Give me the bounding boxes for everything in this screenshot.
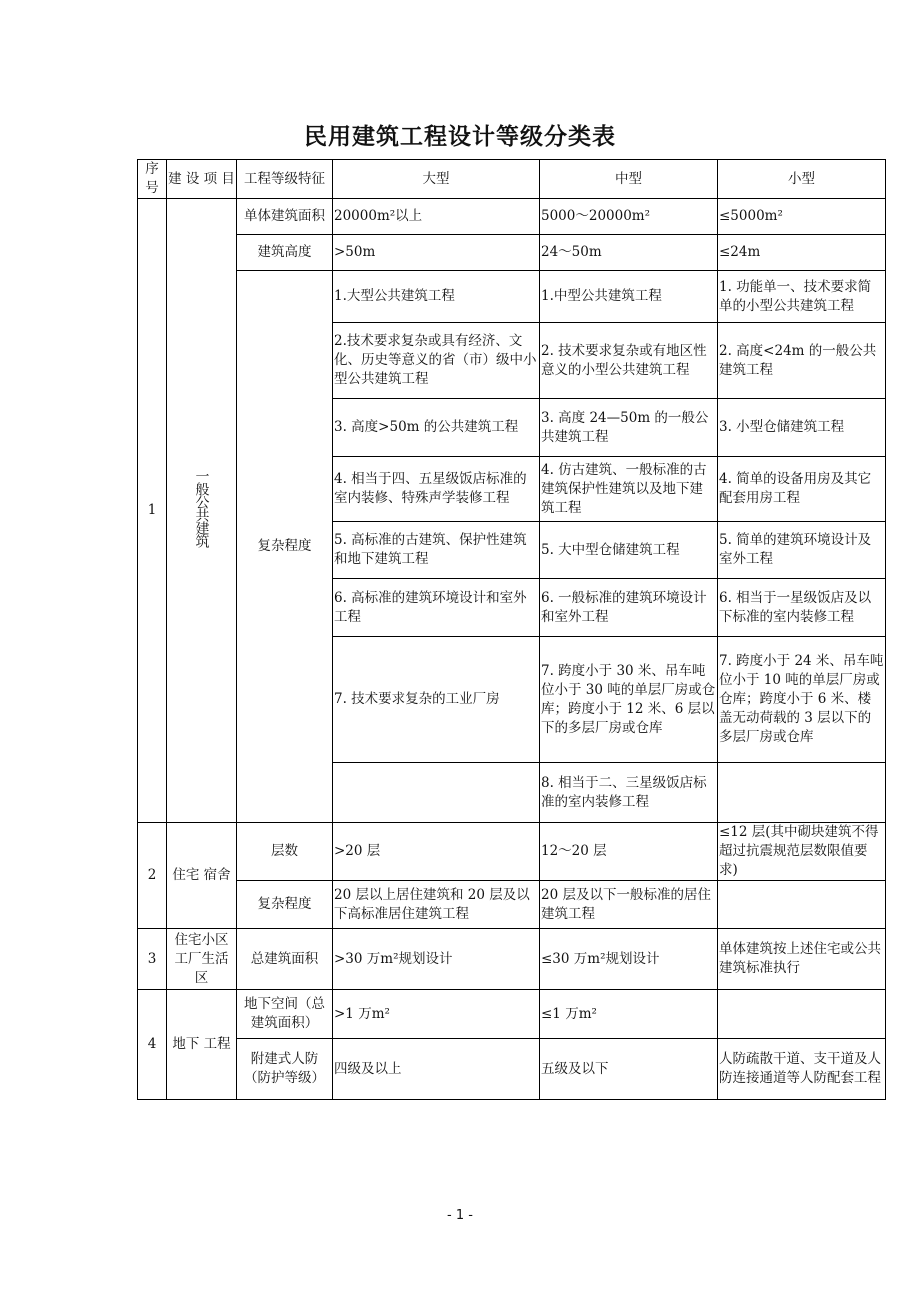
project-cell: 地下 工程 [167,990,237,1100]
row-no: 3 [138,929,167,990]
medium-cell: 2. 技术要求复杂或有地区性意义的小型公共建筑工程 [540,323,718,399]
large-cell: 四级及以上 [333,1039,540,1100]
large-cell: 6. 高标准的建筑环境设计和室外工程 [333,579,540,637]
small-cell: 4. 简单的设备用房及其它配套用房工程 [718,457,886,522]
medium-cell: 3. 高度 24—50m 的一般公共建筑工程 [540,399,718,457]
medium-cell: 6. 一般标准的建筑环境设计和室外工程 [540,579,718,637]
small-cell: 人防疏散干道、支干道及人防连接通道等人防配套工程 [718,1039,886,1100]
project-cell: 住宅小区工厂生活区 [167,929,237,990]
small-cell: 2. 高度<24m 的一般公共建筑工程 [718,323,886,399]
small-cell [718,990,886,1039]
medium-cell: 1.中型公共建筑工程 [540,271,718,323]
page-number: - 1 - [447,1208,473,1223]
medium-cell: 24～50m [540,235,718,271]
header-medium: 中型 [540,160,718,199]
medium-cell: 5. 大中型仓储建筑工程 [540,522,718,579]
medium-cell: 8. 相当于二、三星级饭店标准的室内装修工程 [540,763,718,823]
small-cell: ≤24m [718,235,886,271]
feature-cell: 总建筑面积 [237,929,333,990]
table-row [138,990,886,1039]
table-row [138,199,886,235]
classification-table [137,159,886,1100]
medium-cell: 20 层及以下一般标准的居住建筑工程 [540,881,718,929]
large-cell: 5. 高标准的古建筑、保护性建筑和地下建筑工程 [333,522,540,579]
feature-cell: 复杂程度 [237,881,333,929]
feature-cell: 建筑高度 [237,235,333,271]
small-cell: 1. 功能单一、技术要求简单的小型公共建筑工程 [718,271,886,323]
project-cell: 住宅 宿舍 [167,823,237,929]
table-row [138,235,886,271]
small-cell: 5. 简单的建筑环境设计及室外工程 [718,522,886,579]
large-cell: >20 层 [333,823,540,881]
page-title: 民用建筑工程设计等级分类表 [304,124,616,150]
table-row [138,271,886,323]
table-header-row [138,160,886,199]
feature-cell: 附建式人防（防护等级） [237,1039,333,1100]
medium-cell: ≤1 万m² [540,990,718,1039]
table-row [138,881,886,929]
small-cell: ≤12 层(其中砌块建筑不得超过抗震规范层数限值要求) [718,823,886,881]
table-row [138,929,886,990]
project-label: 一般公共建筑 [193,468,210,547]
header-project: 建 设 项 目 [167,160,237,199]
header-feature: 工程等级特征 [237,160,333,199]
feature-cell: 复杂程度 [237,271,333,823]
header-large: 大型 [333,160,540,199]
large-cell: 20000m²以上 [333,199,540,235]
medium-cell: 12～20 层 [540,823,718,881]
large-cell: >30 万m²规划设计 [333,929,540,990]
large-cell: 1.大型公共建筑工程 [333,271,540,323]
small-cell: 6. 相当于一星级饭店及以下标准的室内装修工程 [718,579,886,637]
large-cell: 7. 技术要求复杂的工业厂房 [333,637,540,763]
medium-cell: 5000～20000m² [540,199,718,235]
feature-cell: 层数 [237,823,333,881]
medium-cell: 7. 跨度小于 30 米、吊车吨位小于 30 吨的单层厂房或仓库；跨度小于 12 米、6 层以下的多层厂房或仓库 [540,637,718,763]
medium-cell: ≤30 万m²规划设计 [540,929,718,990]
large-cell: >1 万m² [333,990,540,1039]
medium-cell: 4. 仿古建筑、一般标准的古建筑保护性建筑以及地下建筑工程 [540,457,718,522]
small-cell: 7. 跨度小于 24 米、吊车吨位小于 10 吨的单层厂房或仓库；跨度小于 6 米、楼盖无动荷载的 3 层以下的多层厂房或仓库 [718,637,886,763]
large-cell: 4. 相当于四、五星级饭店标准的室内装修、特殊声学装修工程 [333,457,540,522]
medium-cell: 五级及以下 [540,1039,718,1100]
large-cell [333,763,540,823]
header-small: 小型 [718,160,886,199]
small-cell: ≤5000m² [718,199,886,235]
large-cell: 2.技术要求复杂或具有经济、文化、历史等意义的省（市）级中小型公共建筑工程 [333,323,540,399]
large-cell: 3. 高度>50m 的公共建筑工程 [333,399,540,457]
small-cell [718,881,886,929]
large-cell: >50m [333,235,540,271]
row-no: 1 [138,199,167,823]
small-cell [718,763,886,823]
feature-cell: 地下空间（总建筑面积） [237,990,333,1039]
project-cell [167,199,237,823]
table-row [138,1039,886,1100]
small-cell: 3. 小型仓储建筑工程 [718,399,886,457]
row-no: 2 [138,823,167,929]
header-no: 序号 [138,160,167,199]
feature-cell: 单体建筑面积 [237,199,333,235]
large-cell: 20 层以上居住建筑和 20 层及以下高标准居住建筑工程 [333,881,540,929]
row-no: 4 [138,990,167,1100]
small-cell: 单体建筑按上述住宅或公共建筑标准执行 [718,929,886,990]
table-row [138,823,886,881]
